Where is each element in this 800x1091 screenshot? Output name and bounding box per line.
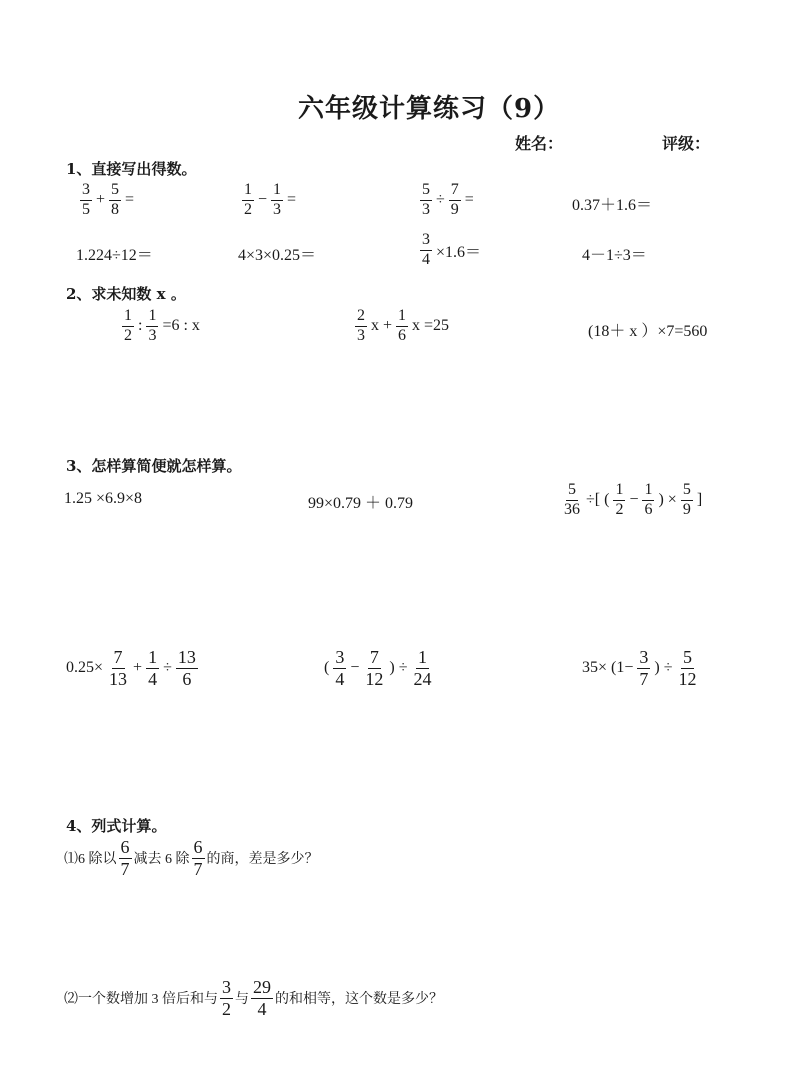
- operator: −: [629, 491, 639, 509]
- denominator: 6: [182, 668, 192, 689]
- denominator: 24: [413, 668, 432, 689]
- name-label: 姓名：: [515, 134, 564, 153]
- problem-1g: [418, 232, 483, 269]
- denominator: 6: [644, 500, 653, 518]
- text: 与: [235, 992, 249, 1008]
- numerator: 2: [355, 308, 367, 327]
- problem-3a: 1.25 ×6.9×8: [64, 490, 143, 507]
- denominator: 3: [148, 326, 157, 344]
- text: ⑵一个数增加 3 倍后和与: [64, 992, 218, 1008]
- word-problem-1: [64, 838, 319, 879]
- denominator: 2: [222, 998, 231, 1019]
- problem-1h: 4－1÷3＝: [582, 247, 647, 264]
- numerator: 6: [120, 837, 130, 857]
- rest: x =25: [412, 317, 450, 335]
- problem-1d: 0.37＋1.6＝: [572, 197, 653, 214]
- denominator: 6: [398, 326, 407, 344]
- problem-3d: [64, 648, 200, 689]
- numerator: 1: [242, 182, 254, 201]
- numerator: 13: [177, 647, 196, 667]
- grade-label: 评级：: [662, 134, 711, 153]
- problem-1e: 1.224÷12＝: [76, 247, 153, 264]
- denominator: 12: [678, 668, 697, 689]
- numerator: 5: [109, 182, 121, 201]
- denominator: 2: [244, 200, 252, 218]
- rest: =6 : x: [162, 317, 200, 335]
- numerator: 1: [148, 647, 158, 667]
- numerator: 5: [682, 647, 692, 667]
- numerator: 5: [681, 482, 693, 501]
- equals: =: [287, 191, 297, 209]
- text: 的商，差是多少？: [206, 852, 319, 868]
- denominator: 7: [120, 858, 130, 879]
- problem-3e: [322, 648, 435, 689]
- denominator: 3: [273, 200, 282, 218]
- numerator: 1: [613, 482, 625, 501]
- operator: +: [96, 191, 106, 209]
- equation-2b: [353, 308, 451, 345]
- numerator: 1: [396, 308, 408, 327]
- numerator: 1: [122, 308, 134, 327]
- operator: ÷: [163, 659, 172, 677]
- denominator: 3: [422, 200, 430, 218]
- operator: +: [133, 659, 143, 677]
- equals: =: [125, 191, 135, 209]
- page-title: 六年级计算练习（9）: [298, 94, 561, 124]
- denominator: 13: [109, 668, 128, 689]
- denominator: 4: [335, 668, 345, 689]
- problem-3c: [560, 482, 704, 519]
- text: ⑴6 除以: [64, 852, 117, 868]
- numerator: 3: [222, 977, 231, 997]
- section-4-heading: 4、列式计算。: [66, 817, 167, 835]
- denominator: 4: [257, 998, 267, 1019]
- equation-2c: (18＋ x ）×7=560: [588, 323, 708, 340]
- equals: =: [464, 191, 474, 209]
- numerator: 7: [449, 182, 461, 201]
- denominator: 9: [682, 500, 691, 518]
- problem-3b: 99×0.79 ＋ 0.79: [308, 495, 414, 512]
- denominator: 4: [148, 668, 158, 689]
- denominator: 5: [82, 200, 90, 218]
- numerator: 3: [80, 182, 92, 201]
- operator: ÷[ (: [586, 491, 610, 509]
- bracket: ]: [696, 491, 703, 509]
- numerator: 3: [639, 647, 649, 667]
- numerator: 1: [146, 308, 158, 327]
- numerator: 7: [369, 647, 379, 667]
- colon: :: [138, 317, 143, 335]
- numerator: 5: [420, 182, 432, 201]
- denominator: 7: [193, 858, 203, 879]
- text: 减去 6 除: [133, 852, 190, 868]
- denominator: 7: [639, 668, 649, 689]
- equation-2a: [120, 308, 202, 345]
- denominator: 3: [357, 326, 365, 344]
- numerator: 3: [420, 232, 432, 251]
- denominator: 2: [124, 326, 132, 344]
- numerator: 1: [271, 182, 283, 201]
- denominator: 8: [111, 200, 120, 218]
- numerator: 29: [253, 977, 271, 997]
- numerator: 1: [417, 647, 427, 667]
- section-1-heading: 1、直接写出得数。: [66, 160, 197, 178]
- numerator: 6: [193, 837, 203, 857]
- section-2-heading: 2、求未知数 x 。: [66, 285, 186, 303]
- denominator: 2: [615, 500, 624, 518]
- denominator: 36: [564, 500, 580, 518]
- numerator: 1: [642, 482, 654, 501]
- denominator: 12: [365, 668, 384, 689]
- problem-1c: [418, 182, 476, 219]
- problem-1a: [78, 182, 136, 219]
- prefix: 0.25×: [66, 659, 104, 677]
- paren: (: [324, 659, 330, 677]
- problem-1f: 4×3×0.25＝: [238, 247, 317, 264]
- prefix: 35× (1−: [582, 659, 634, 677]
- problem-3f: [580, 648, 700, 689]
- section-3-heading: 3、怎样算简便就怎样算。: [66, 457, 242, 475]
- denominator: 9: [450, 200, 459, 218]
- operator: ) ÷: [654, 659, 673, 677]
- problem-1b: [240, 182, 298, 219]
- operator: −: [258, 191, 268, 209]
- operator: ÷: [436, 191, 445, 209]
- operator: −: [350, 659, 360, 677]
- numerator: 7: [113, 647, 123, 667]
- word-problem-2: [64, 978, 443, 1019]
- rest: ×1.6＝: [436, 243, 482, 261]
- text: 的和相等，这个数是多少？: [275, 992, 443, 1008]
- operator: ) ×: [658, 491, 677, 509]
- numerator: 3: [335, 647, 345, 667]
- operator: ) ÷: [389, 659, 408, 677]
- term: x +: [371, 317, 393, 335]
- numerator: 5: [566, 482, 578, 501]
- denominator: 4: [422, 250, 430, 268]
